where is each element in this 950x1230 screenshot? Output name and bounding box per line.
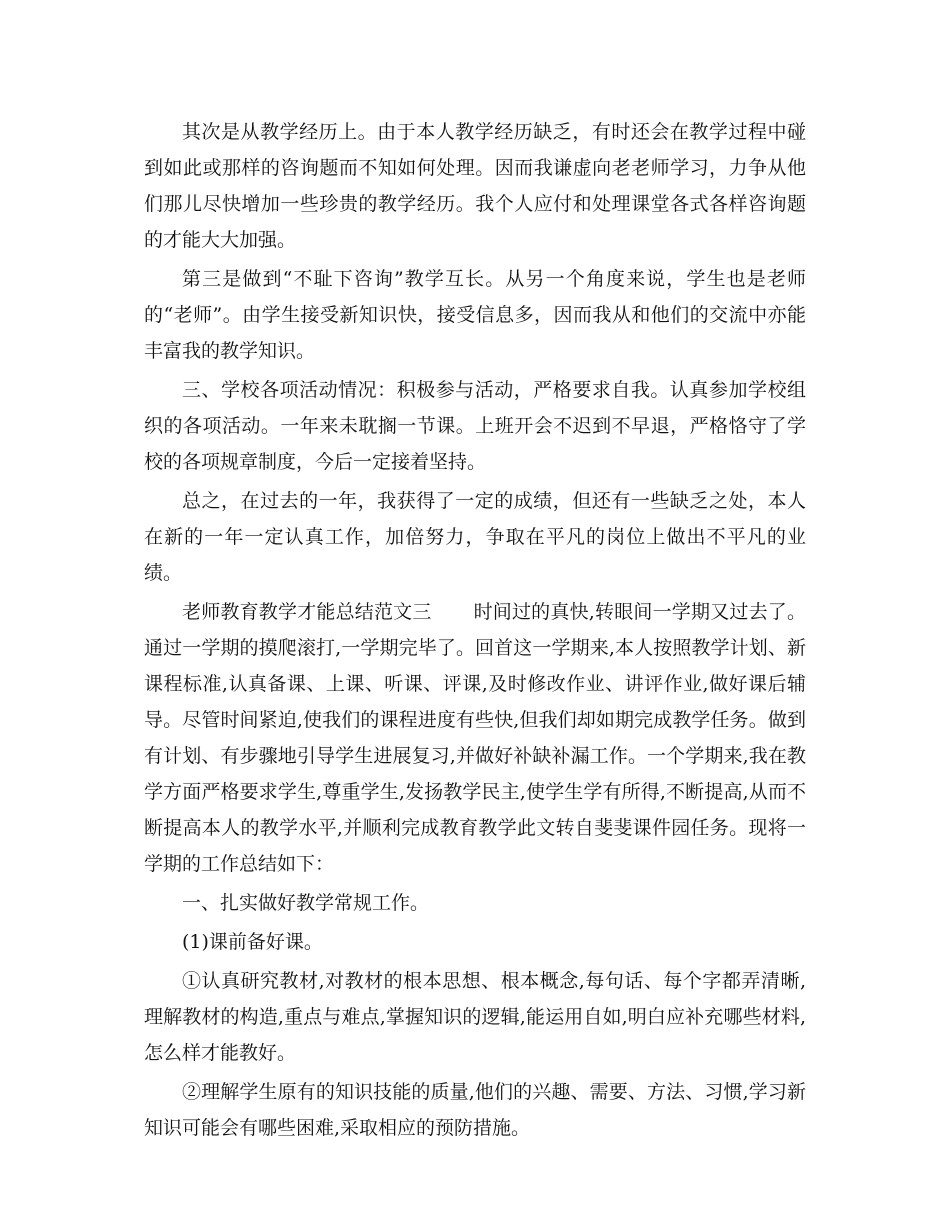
paragraph-learn-from-students: 第三是做到“不耻下咨询”教学互长。从另一个角度来说，学生也是老师的“老师”。由学生接受新知识快，接受信息多，因而我从和他们的交流中亦能丰富我的教学知识。 [144,268,806,362]
list-item-study-textbook: ①认真研究教材,对教材的根本思想、根本概念,每句话、每个字都弄清晰,理解教材的构造,重点与难点,掌握知识的逻辑,能运用自如,明白应补充哪些材料,怎么样才能教好。 [144,970,806,1064]
paragraph-school-activities: 三、学校各项活动情况：积极参与活动，严格要求自我。认真参加学校组织的各项活动。一年来未耽搁一节课。上班开会不迟到不早退，严格恪守了学校的各项规章制度，今后一定接着坚持。 [144,379,806,473]
paragraph-teaching-experience: 其次是从教学经历上。由于本人教学经历缺乏，有时还会在教学过程中碰到如此或那样的咨询题而不知如何处理。因而我谦虚向老老师学习，力争从他们那儿尽快增加一些珍贵的教学经历。我个人应付和处理课堂各式各样咨询题的才能大大加强。 [144,121,806,251]
paragraph-section-three [144,594,806,882]
paragraph-conclusion: 总之，在过去的一年，我获得了一定的成绩，但还有一些缺乏之处，本人在新的一年一定认真工作，加倍努力，争取在平凡的岗位上做出不平凡的业绩。 [144,490,806,584]
list-item-lesson-prep: (1)课前备好课。 [182,931,323,953]
section-intro: 时间过的真快,转眼间一学期又过去了。通过一学期的摸爬滚打,一学期完毕了。回首这一学期来,本人按照教学计划、新课程标准,认真备课、上课、听课、评课,及时修改作业、讲评作业,做好课后辅导。尽管时间紧迫,使我们的课程进度有些快,但我们却如期完成教学任务。做到有计划、有步骤地引导学生进展复习,并做好补缺补漏工作。一个学期来,我在教学方面严格要求学生,尊重学生,发扬教学民主,使学生学有所得,不断提高,从而不断提高本人的教学水平,并顺利完成教育教学此文转自斐斐课件园任务。现将一学期的工作总结如下： [144,601,806,875]
list-item-understand-students: ②理解学生原有的知识技能的质量,他们的兴趣、需要、方法、习惯,学习新知识可能会有哪些困难,采取相应的预防措施。 [144,1081,806,1139]
section-heading: 老师教育教学才能总结范文三 [182,601,432,623]
list-item-routine-work: 一、扎实做好教学常规工作。 [182,892,430,914]
document-body [144,114,806,1149]
